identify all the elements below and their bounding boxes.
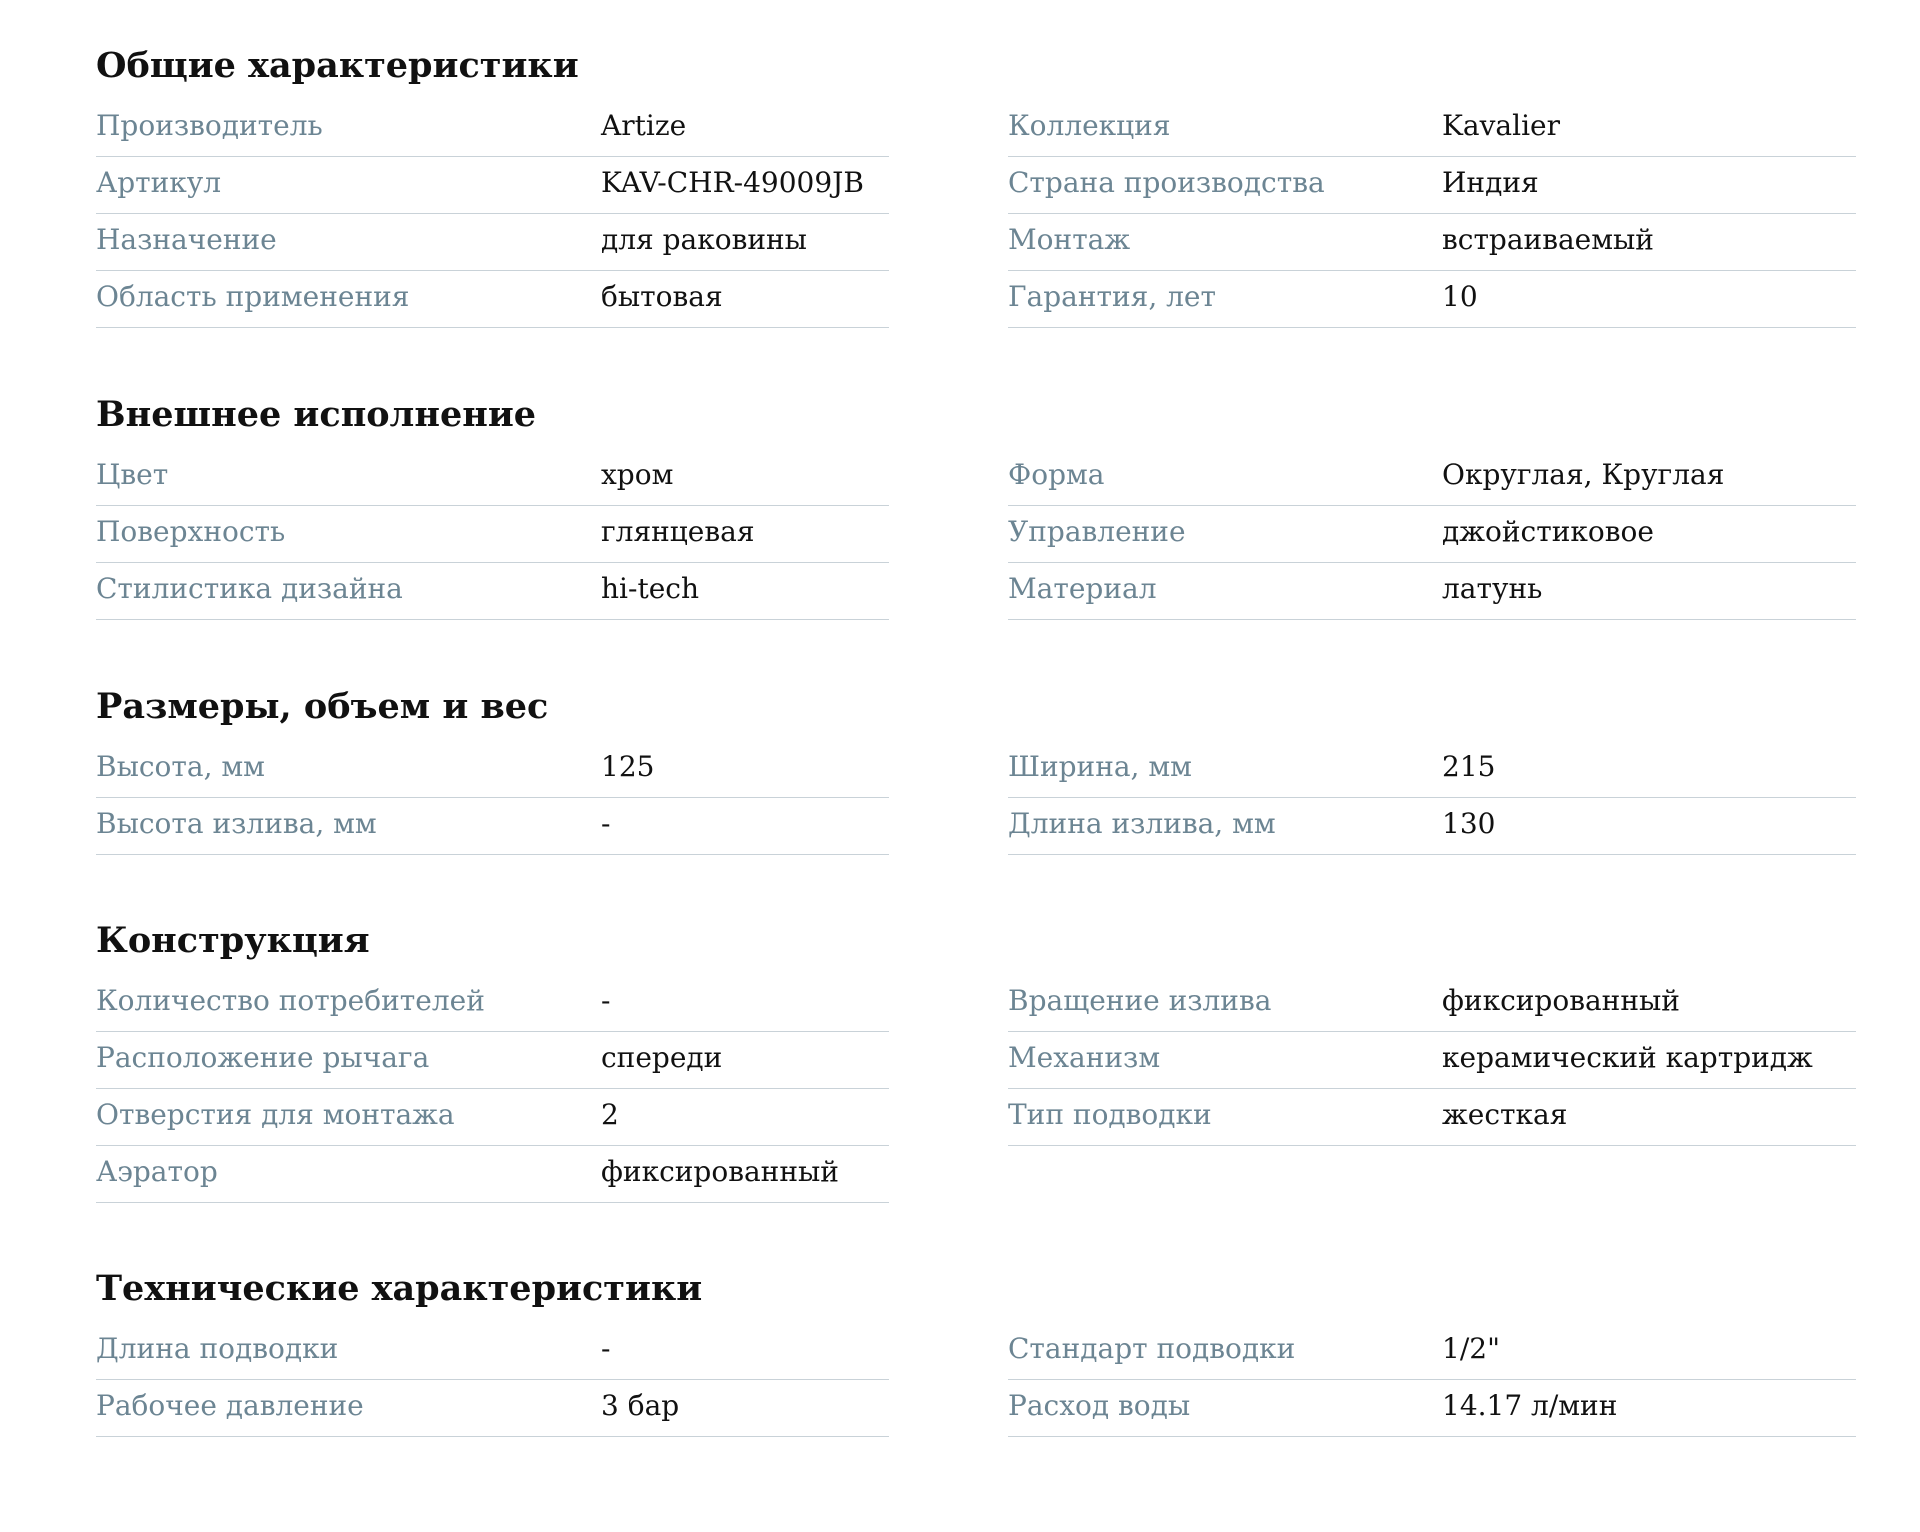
spec-row [96, 975, 889, 1032]
spec-column-left [96, 449, 889, 620]
spec-value: hi-tech [601, 572, 699, 605]
spec-row [1008, 1032, 1856, 1089]
spec-row [1008, 741, 1856, 798]
spec-row [1008, 100, 1856, 157]
spec-row [1008, 1089, 1856, 1146]
spec-row [96, 449, 889, 506]
spec-value: 10 [1442, 280, 1478, 313]
spec-value: бытовая [601, 280, 723, 313]
spec-row [96, 506, 889, 563]
spec-label: Материал [1008, 572, 1157, 605]
spec-label: Монтаж [1008, 223, 1131, 256]
spec-column-right [1008, 741, 1856, 855]
spec-label: Стилистика дизайна [96, 572, 403, 605]
spec-label: Цвет [96, 458, 169, 491]
spec-label: Расположение рычага [96, 1041, 430, 1074]
spec-column-right [1008, 449, 1856, 620]
spec-label: Длина подводки [96, 1332, 339, 1365]
spec-row [1008, 563, 1856, 620]
section-title: Общие характеристики [96, 45, 579, 86]
spec-label: Аэратор [96, 1155, 218, 1188]
spec-value: спереди [601, 1041, 723, 1074]
spec-row [1008, 798, 1856, 855]
spec-value: встраиваемый [1442, 223, 1654, 256]
spec-column-left [96, 741, 889, 855]
spec-row [1008, 157, 1856, 214]
spec-row [96, 1089, 889, 1146]
spec-value: латунь [1442, 572, 1543, 605]
spec-label: Управление [1008, 515, 1186, 548]
spec-row [96, 271, 889, 328]
spec-label: Длина излива, мм [1008, 807, 1276, 840]
spec-row [96, 1380, 889, 1437]
spec-column-right [1008, 100, 1856, 328]
spec-label: Расход воды [1008, 1389, 1191, 1422]
spec-value: керамический картридж [1442, 1041, 1813, 1074]
spec-label: Высота, мм [96, 750, 265, 783]
spec-value: 130 [1442, 807, 1496, 840]
spec-label: Тип подводки [1008, 1098, 1212, 1131]
spec-row [96, 1323, 889, 1380]
spec-value: глянцевая [601, 515, 755, 548]
spec-value: Kavalier [1442, 109, 1560, 142]
spec-row [96, 563, 889, 620]
spec-row [96, 798, 889, 855]
spec-label: Производитель [96, 109, 323, 142]
spec-row [96, 157, 889, 214]
section-title: Конструкция [96, 920, 370, 961]
spec-value: 1/2" [1442, 1332, 1500, 1365]
spec-row [1008, 271, 1856, 328]
spec-column-right [1008, 975, 1856, 1146]
spec-label: Механизм [1008, 1041, 1161, 1074]
spec-label: Гарантия, лет [1008, 280, 1216, 313]
spec-value: - [601, 807, 611, 840]
spec-label: Стандарт подводки [1008, 1332, 1296, 1365]
spec-value: - [601, 1332, 611, 1365]
spec-row [96, 1146, 889, 1203]
spec-label: Область применения [96, 280, 410, 313]
spec-value: 3 бар [601, 1389, 680, 1422]
spec-column-left [96, 100, 889, 328]
section-title: Размеры, объем и вес [96, 686, 549, 727]
spec-column-left [96, 1323, 889, 1437]
spec-row [96, 214, 889, 271]
section-title: Технические характеристики [96, 1268, 703, 1309]
spec-column-left [96, 975, 889, 1203]
spec-label: Коллекция [1008, 109, 1171, 142]
spec-value: 2 [601, 1098, 619, 1131]
spec-value: хром [601, 458, 674, 491]
spec-value: для раковины [601, 223, 807, 256]
spec-row [1008, 214, 1856, 271]
spec-row [1008, 1323, 1856, 1380]
spec-label: Страна производства [1008, 166, 1325, 199]
spec-label: Вращение излива [1008, 984, 1272, 1017]
spec-value: фиксированный [1442, 984, 1680, 1017]
spec-label: Рабочее давление [96, 1389, 364, 1422]
spec-value: Индия [1442, 166, 1539, 199]
spec-label: Высота излива, мм [96, 807, 377, 840]
spec-label: Количество потребителей [96, 984, 485, 1017]
section-title: Внешнее исполнение [96, 394, 537, 435]
spec-row [96, 741, 889, 798]
spec-value: джойстиковое [1442, 515, 1654, 548]
spec-value: фиксированный [601, 1155, 839, 1188]
spec-value: - [601, 984, 611, 1017]
spec-label: Ширина, мм [1008, 750, 1192, 783]
spec-value: 125 [601, 750, 655, 783]
spec-row [1008, 506, 1856, 563]
spec-value: Округлая, Круглая [1442, 458, 1725, 491]
spec-row [96, 1032, 889, 1089]
spec-row [1008, 1380, 1856, 1437]
spec-row [1008, 975, 1856, 1032]
spec-value: жесткая [1442, 1098, 1568, 1131]
spec-label: Отверстия для монтажа [96, 1098, 455, 1131]
spec-value: 14.17 л/мин [1442, 1389, 1618, 1422]
spec-row [1008, 449, 1856, 506]
spec-value: 215 [1442, 750, 1496, 783]
spec-column-right [1008, 1323, 1856, 1437]
spec-label: Назначение [96, 223, 277, 256]
spec-label: Артикул [96, 166, 222, 199]
spec-row [96, 100, 889, 157]
spec-value: Artize [601, 109, 687, 142]
spec-label: Форма [1008, 458, 1105, 491]
spec-label: Поверхность [96, 515, 286, 548]
spec-value: KAV-CHR-49009JB [601, 166, 864, 199]
